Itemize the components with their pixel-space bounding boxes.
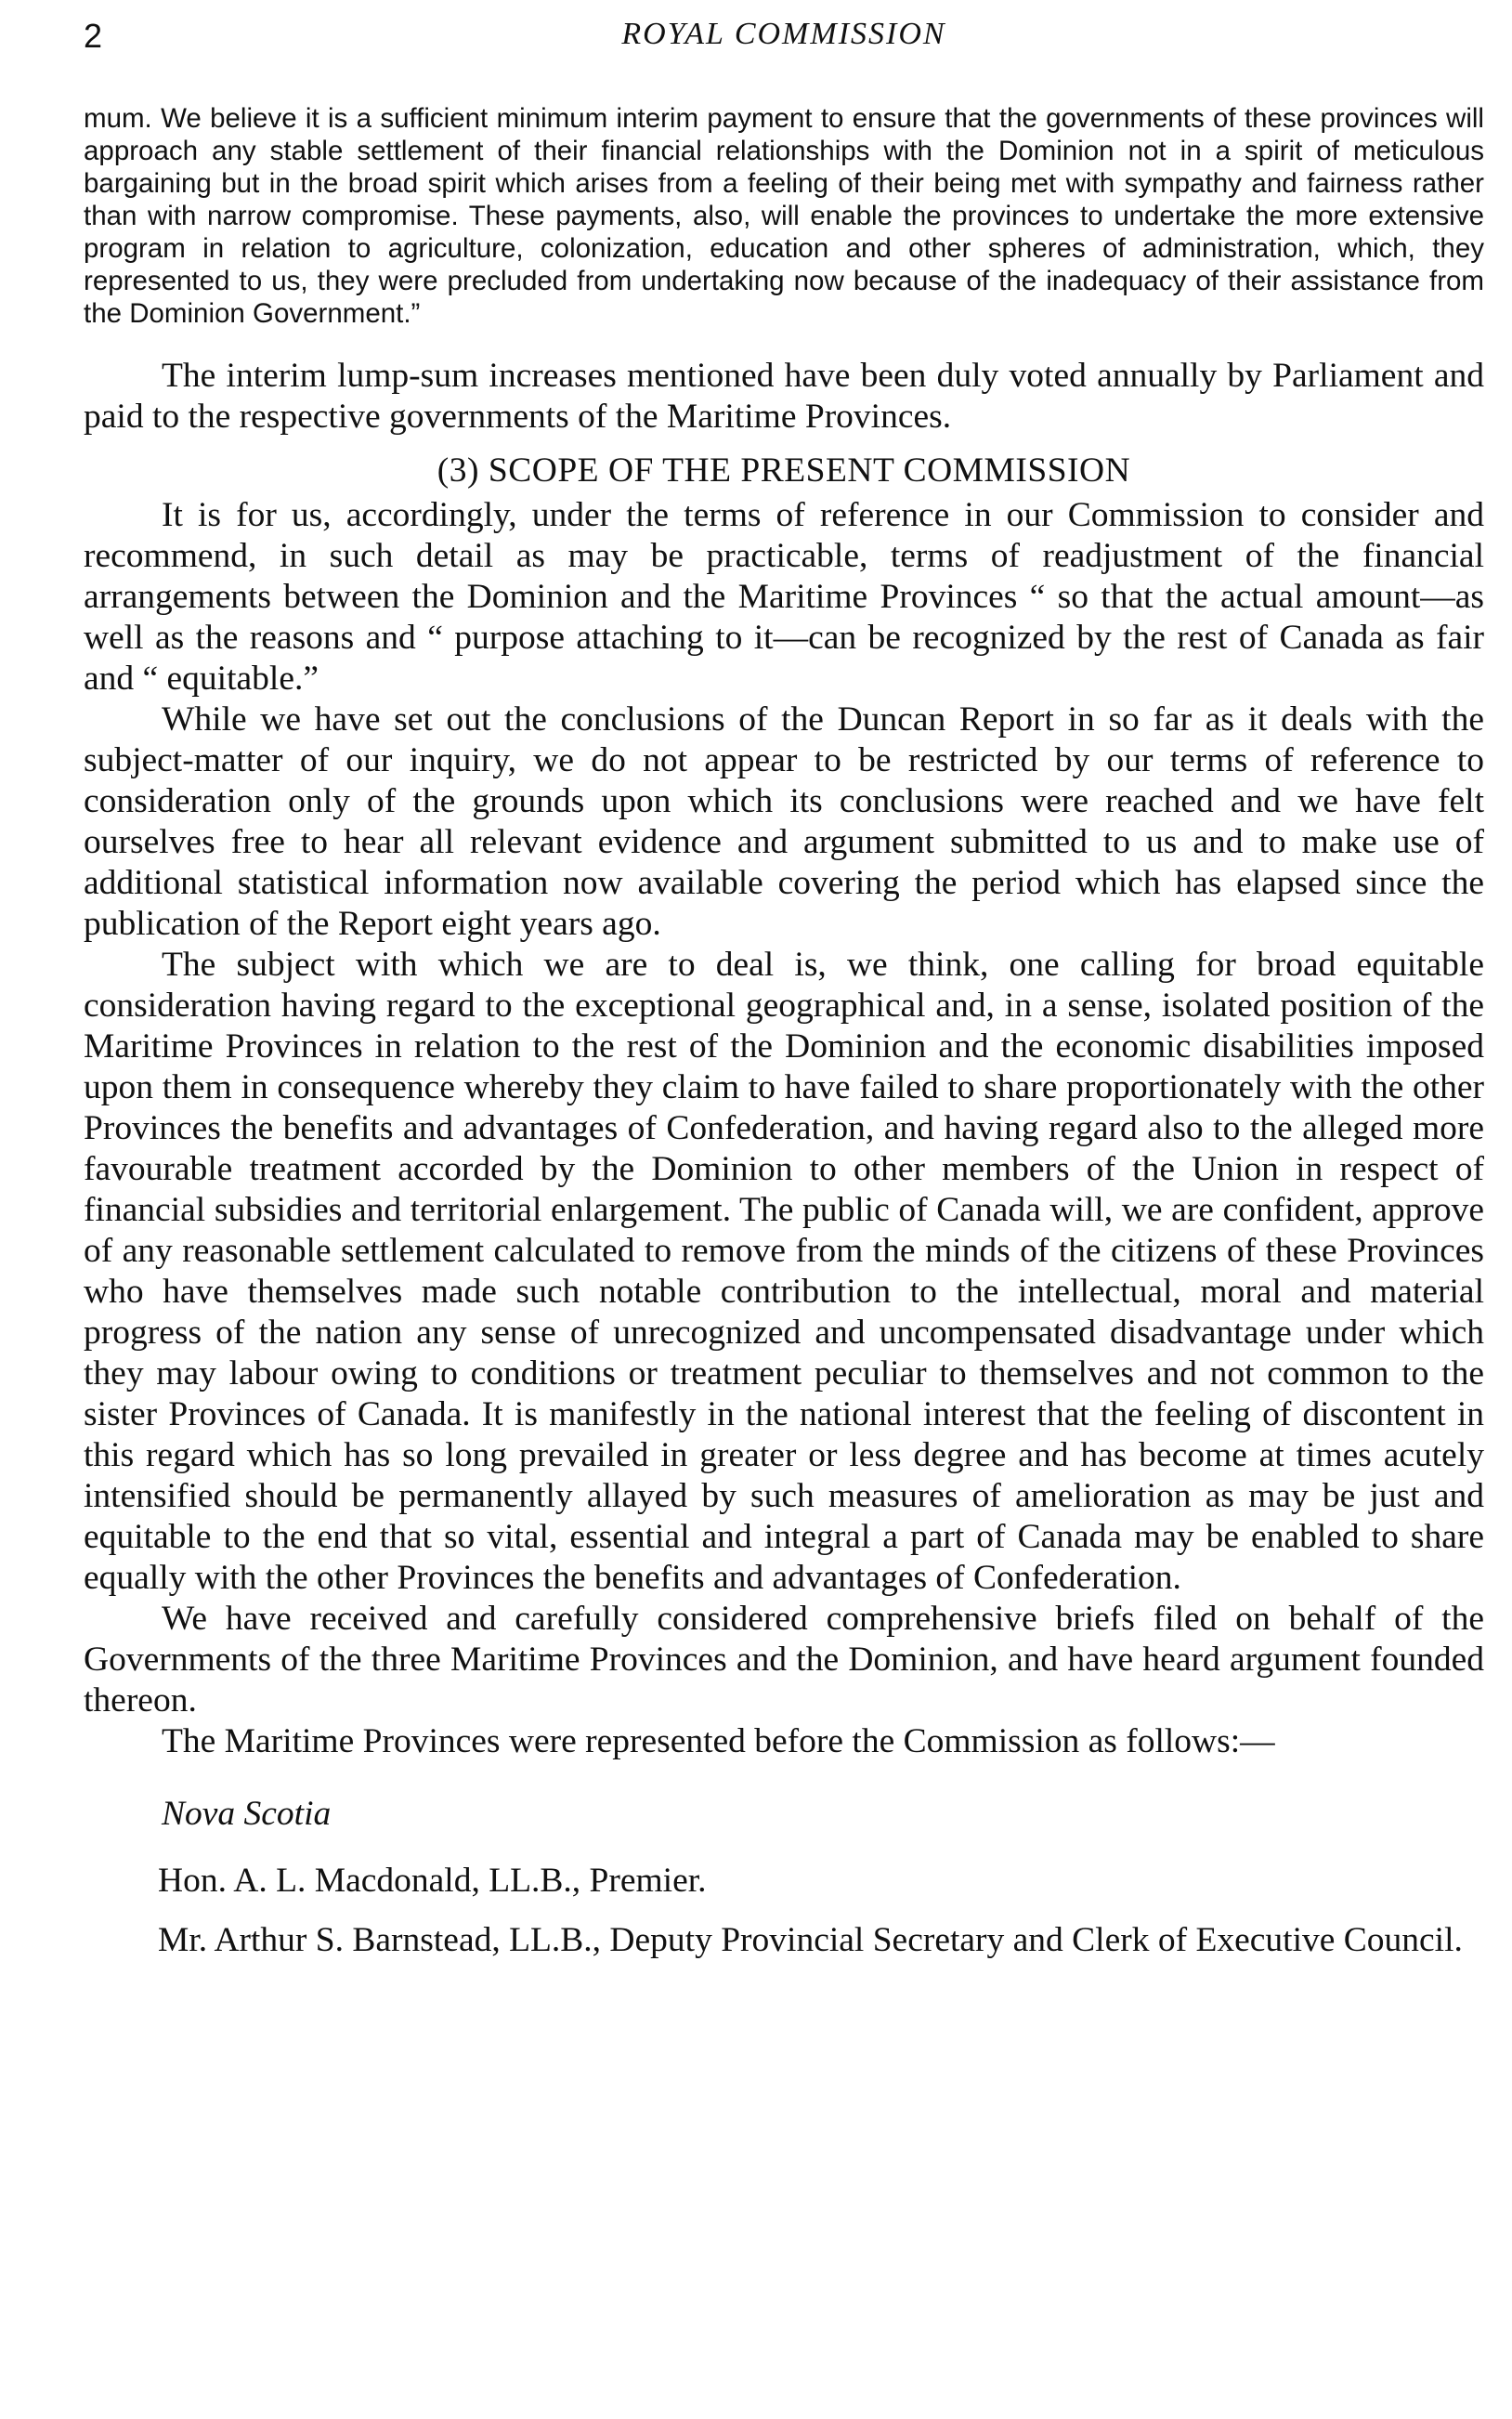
- section-heading: (3) SCOPE OF THE PRESENT COMMISSION: [437, 451, 1131, 490]
- paragraph-duncan-report: While we have set out the conclusions of the Duncan Report in so far as it deals with the subject-matter of our inquiry, we do not appear to be restricted by our terms of reference to consideration only of the grounds upon which its conclusions were reached and we have felt ourselves free to hear all relevant evidence and argument submitted to us and to make use of additional statistical information now available covering the period which has elapsed since the publication of the Report eight years ago.: [84, 700, 1484, 943]
- paragraph-subject: The subject with which we are to deal is, we think, one calling for broad equitable consideration having regard to the exceptional geographical and, in a sense, isolated position of the Maritime Provinces in relation to the rest of the Dominion and the economic disabilities imposed upon them in consequence whereby they claim to have failed to share proportionately with the other Provinces the benefits and advantages of Confederation, and having regard also to the alleged more favourable treatment accorded by the Dominion to other members of the Union in respect of financial subsidies and territorial enlargement. The public of Canada will, we are confident, approve of any reasonable settlement calculated to remove from the minds of the citizens of these Provinces who have themselves made such notable contribution to the intellectual, moral and material progress of the nation any sense of unrecognized and uncompensated disadvantage under which they may labour owing to conditions or treatment peculiar to themselves and not common to the sister Provinces of Canada. It is manifestly in the national interest that the feeling of discontent in this regard which has so long prevailed in greater or less degree and has become at times acutely intensified should be permanently allayed by such measures of amelioration as may be just and equitable to the end that so vital, essential and integral a part of Canada may be enabled to share equally with the other Provinces the benefits and advantages of Confederation.: [84, 946, 1484, 1597]
- representative-item: Hon. A. L. Macdonald, LL.B., Premier.: [158, 1862, 707, 1900]
- paragraph-terms-of-reference: It is for us, accordingly, under the terms of reference in our Commission to consider and recommend, in such detail as may be practicable, terms of readjustment of the financial arrangements between the Dominion and the Maritime Provinces “ so that the actual amount—as well as the reasons and “ purpose attaching to it—can be recognized by the rest of Canada as fair and “ equitable.”: [84, 496, 1484, 698]
- paragraph-representation: The Maritime Provinces were represented before the Commission as follows:—: [162, 1722, 1275, 1760]
- page-header: [84, 13, 1484, 61]
- paragraph-interim-payments: The interim lump-sum increases mentioned have been duly voted annually by Parliament and paid to the respective governments of the Maritime Provinces.: [84, 357, 1484, 436]
- paragraph-briefs: We have received and carefully considered comprehensive briefs filed on behalf of the Governments of the three Maritime Provinces and the Dominion, and have heard argument founded thereon.: [84, 1600, 1484, 1719]
- page: [84, 13, 1484, 1961]
- representative-item: Mr. Arthur S. Barnstead, LL.B., Deputy Provincial Secretary and Clerk of Executive Council.: [158, 1921, 1463, 1959]
- page-number: 2: [84, 17, 103, 55]
- running-head: ROYAL COMMISSION: [621, 17, 946, 51]
- province-heading: Nova Scotia: [162, 1795, 332, 1833]
- quoted-passage: mum. We believe it is a sufficient minimum interim payment to ensure that the governments of these provinces will approach any stable settlement of their financial relationships with the Dominion not in a spirit of meticulous bargaining but in the broad spirit which arises from a feeling of their being met with sympathy and fairness rather than with narrow compromise. These payments, also, will enable the provinces to undertake the more extensive program in relation to agriculture, colonization, education and other spheres of administration, which, they represented to us, they were precluded from undertaking now because of the inadequacy of their assistance from the Dominion Government.”: [84, 103, 1484, 329]
